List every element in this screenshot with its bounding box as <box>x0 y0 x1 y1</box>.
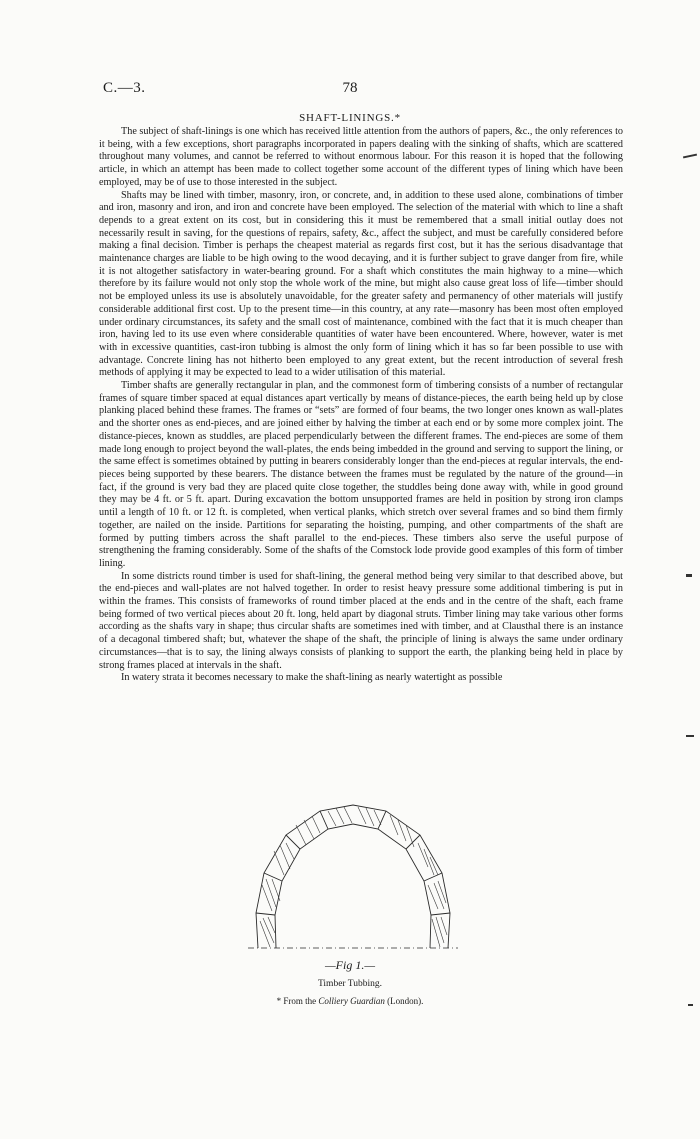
inner-boundary <box>275 824 431 948</box>
margin-mark <box>686 735 694 737</box>
footnote-suffix: (London). <box>387 996 424 1006</box>
paragraph: The subject of shaft-linings is one which has received little attention from the authors of papers, &c., the only references to it being, with a few exceptions, short paragraphs incorporated in papers dealing with the sinking of shafts, which are scattered throughout many volumes, and cannot be referred to without enormous labour. For this reason it is hoped that the following article, in which an attempt has been made to collect together some account of the different types of lining which have been employed, may be of use to those interested in the subject. <box>99 126 623 188</box>
article-body <box>99 126 623 685</box>
figure-number: Fig 1. <box>335 958 365 972</box>
outer-boundary <box>256 805 450 948</box>
footnote-prefix: * From the <box>276 996 317 1006</box>
timber-tubbing-figure <box>248 803 458 953</box>
margin-mark <box>686 574 692 577</box>
footnote <box>0 996 700 1006</box>
footnote-source: Colliery Guardian <box>318 996 385 1006</box>
paragraph: In watery strata it becomes necessary to make the shaft-lining as nearly watertight as possible <box>121 672 503 684</box>
figure-caption: Timber Tubbing. <box>317 979 383 989</box>
page-number: 78 <box>342 80 358 96</box>
figure-label: —Fig 1.— <box>324 958 375 972</box>
article-title: SHAFT-LININGS.* <box>299 112 401 124</box>
margin-mark <box>688 1004 693 1006</box>
paragraph: Timber shafts are generally rectangular in plan, and the commonest form of timbering consists of a number of rectangular frames of square timber spaced at equal distances apart vertically by means of distance-pieces, the earth being held up by close planking placed behind these frames. The frames or “sets” are formed of four beams, the two longer ones known as wall-plates and the shorter ones as end-pieces, and are joined either by halving the timber at each end or by some more complex joint. The distance-pieces, known as studdles, are placed perpendicularly between the different frames. The end-pieces are some of them made long enough to project beyond the wall-plates, the ends being imbedded in the ground and serving to support the lining, or the same effect is sometimes obtained by putting in bearers considerably longer than the end-pieces at regular intervals, the end-pieces being supported by these bearers. The distance between the frames must be regulated by the nature of the ground—in fact, if the ground is very bad they are placed quite close together, the studdles being done away with, while in good ground they may be 4 ft. or 5 ft. apart. During excavation the bottom unsupported frames are held in position by strong iron clamps until a length of 10 ft. or 12 ft. is completed, when vertical planks, which stretch over several frames and so bind them firmly together, are nailed on the inside. Partitions for separating the hoisting, pumping, and other compartments of the shaft are formed by putting timbers across the shaft parallel to the end-pieces. These timbers also serve the useful purpose of strengthening the framing considerably. Some of the shafts of the Comstock lode provide good examples of this form of timber lining. <box>99 380 623 569</box>
paragraph: In some districts round timber is used for shaft-lining, the general method being very similar to that described above, but the end-pieces and wall-plates are not halved together. In order to resist heavy pressure some additional timbering is put in within the frames. This consists of frameworks of round timber placed at the ends and in the centre of the shaft, each frame being formed of two vertical pieces about 20 ft. long, held apart by diagonal struts. Timber lining may take various other forms according as the shafts vary in shape; thus circular shafts are sometimes ined with timber, and at Clausthal there is an instance of a decagonal timbered shaft; but, whatever the shape of the shaft, the principle of lining is always the same under ordinary circumstances—that is to say, the lining always consists of planking to support the earth, the planking being held in place by strong frames placed at intervals in the shaft. <box>99 570 623 671</box>
paragraph: Shafts may be lined with timber, masonry, iron, or concrete, and, in addition to these used alone, combinations of timber and iron, masonry and iron, and iron and concrete have been employed. The selection of the material with which to line a shaft depends to a great extent on its cost, but in considering this it must be remembered that a small initial outlay does not necessarily result in saving, for the questions of repairs, safety, &c., affect the subject, and must be carefully considered before making a final decision. Timber is perhaps the cheapest material as regards first cost, but it has the serious disadvantage that maintenance charges are liable to be high owing to the wood decaying, and it is further subject to grave danger from fire, while it is not altogether satisfactory in water-bearing ground. For a shaft which constitutes the main highway to a mine—which therefore by its failure would not only stop the whole work of the mine, but might also cause great loss of life—timber should not be employed unless its use is absolutely unavoidable, for the greater safety and permanency of other materials will justify considerable additional first cost. Up to the present time—in this country, at any rate—masonry has been most often employed under ordinary circumstances, its safety and the small cost of maintenance, combined with the fact that it is much cheaper than iron, having led to its use even where considerable quantities of water have been encountered. Where, however, water is met with in excessive quantities, cast-iron tubbing is almost the only form of lining which it has so far been possible to use with advantage. Concrete lining has not hitherto been employed to any great extent, but the recent introduction of several fresh methods of applying it may be expected to lead to a wider utilisation of this material. <box>99 189 623 379</box>
document-reference: C.—3. <box>103 80 146 96</box>
wood-grain-hatching <box>260 807 447 947</box>
page-header <box>0 80 700 100</box>
tubbing-arch-drawing <box>248 803 458 953</box>
margin-mark <box>683 154 697 159</box>
